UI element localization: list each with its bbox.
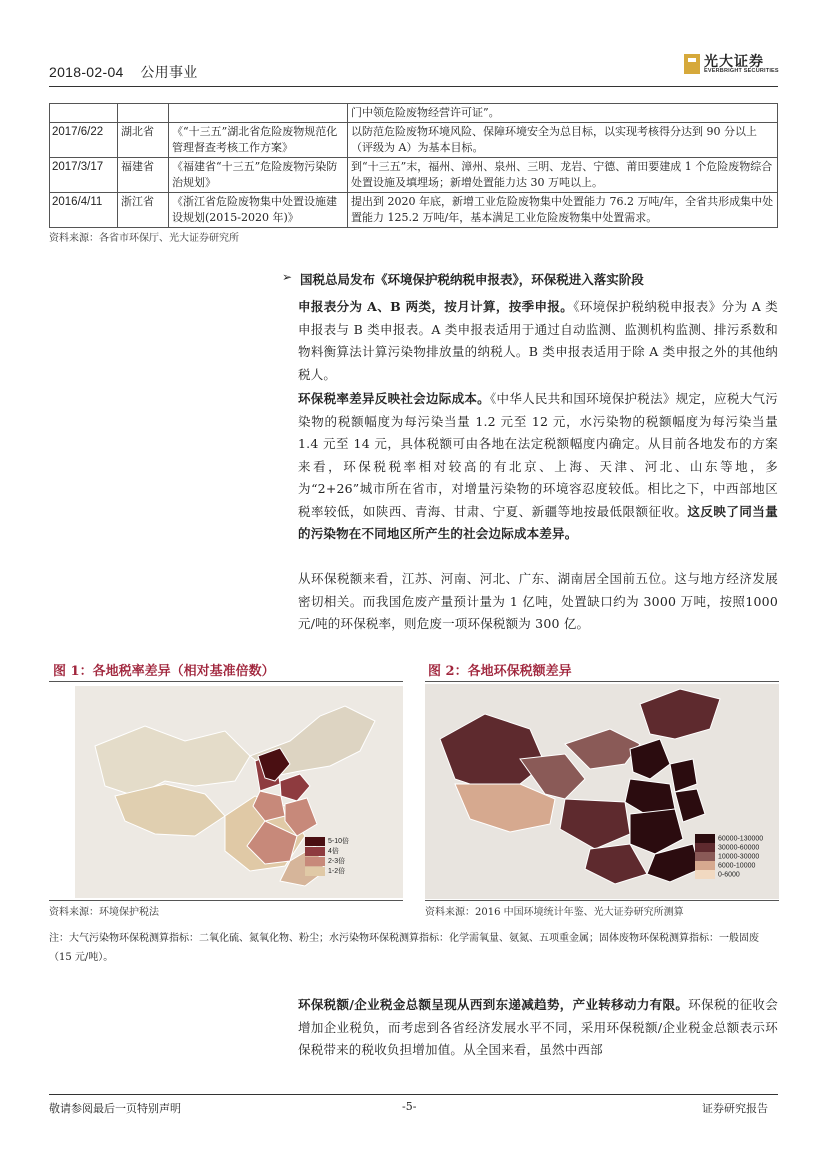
map-region-northeast bbox=[640, 689, 720, 739]
legend-label: 2-3倍 bbox=[328, 858, 346, 865]
table-cell-content: 门中领危险废物经营许可证”。 bbox=[348, 104, 778, 123]
table-cell-date: 2016/4/11 bbox=[50, 193, 118, 228]
paragraph-2-tail: 这反映了同当量的污染物在不同地区所产生的社会边际成本差异。 bbox=[298, 503, 778, 541]
map-region-inner-mongolia bbox=[565, 729, 640, 769]
paragraph-4-body: 环保税的征收会增加企业税负，而考虑到各省经济发展水平不同，采用环保税额/企业税金总额表示环保税带来的税收负担增加值。从全国来看，虽然中西部 bbox=[298, 997, 778, 1057]
paragraph-1 bbox=[298, 296, 778, 386]
report-date-sector: 2018-02-04 公用事业 bbox=[49, 64, 198, 80]
legend-label: 1-2倍 bbox=[328, 868, 346, 875]
page-number: -5- bbox=[402, 1100, 417, 1113]
table-cell-province bbox=[118, 104, 169, 123]
table-cell-province: 湖北省 bbox=[118, 123, 169, 158]
legend-swatch bbox=[305, 867, 325, 876]
legend-swatch bbox=[695, 843, 715, 852]
figure-2-bottom-rule bbox=[425, 900, 779, 901]
map-region-jiangsu bbox=[675, 789, 705, 822]
map-region-shandong bbox=[670, 759, 697, 792]
figure-2-legend bbox=[695, 834, 763, 879]
footer-report-type: 证券研究报告 bbox=[702, 1102, 768, 1115]
table-cell-province: 浙江省 bbox=[118, 193, 169, 228]
map-region-sichuan bbox=[560, 799, 630, 849]
table-cell-doc: 《浙江省危险废物集中处置设施建设规划(2015-2020 年)》 bbox=[169, 193, 348, 228]
table-row bbox=[50, 104, 778, 123]
table-row bbox=[50, 193, 778, 228]
table-cell-doc: 《“十三五”湖北省危险废物规范化管理督查考核工作方案》 bbox=[169, 123, 348, 158]
logo-mark-icon bbox=[684, 54, 700, 74]
legend-swatch bbox=[305, 847, 325, 856]
policy-table bbox=[49, 103, 778, 228]
legend-swatch bbox=[305, 857, 325, 866]
map-region-southwest bbox=[585, 844, 647, 884]
legend-swatch bbox=[695, 861, 715, 870]
figure-1-bottom-rule bbox=[49, 900, 403, 901]
figure-1-source: 资料来源：环境保护税法 bbox=[49, 907, 159, 918]
legend-item bbox=[305, 836, 349, 846]
table-row bbox=[50, 158, 778, 193]
paragraph-4 bbox=[298, 994, 778, 1062]
table-cell-doc bbox=[169, 104, 348, 123]
table-source: 资料来源：各省市环保厅、光大证券研究所 bbox=[49, 233, 239, 244]
legend-swatch bbox=[305, 837, 325, 846]
bullet-arrow-icon: ➢ bbox=[282, 270, 293, 284]
paragraph-2 bbox=[298, 388, 778, 546]
legend-label: 5-10倍 bbox=[328, 838, 350, 845]
map-region-henan bbox=[625, 779, 675, 814]
logo-cn-text: 光大证券 bbox=[704, 54, 764, 70]
figure-1-title: 图 1：各地税率差异（相对基准倍数） bbox=[53, 664, 275, 679]
figure-1-rule bbox=[49, 681, 403, 682]
legend-item bbox=[695, 843, 763, 852]
logo-en-text: EVERBRIGHT SECURITIES bbox=[704, 68, 779, 74]
legend-label: 4倍 bbox=[328, 848, 339, 855]
footer-divider bbox=[49, 1094, 778, 1095]
legend-swatch bbox=[695, 870, 715, 879]
figure-note: 注：大气污染物环保税测算指标：二氧化硫、氮氧化物、粉尘；水污染物环保税测算指标：化学需氧量、氨氮、五项重金属；固体废物环保税测算指标：一般固废（15 元/吨）。 bbox=[49, 933, 759, 963]
paragraph-4-lead: 环保税额/企业税金总额呈现从西到东递减趋势，产业转移动力有限。 bbox=[298, 997, 689, 1012]
paragraph-2-lead: 环保税率差异反映社会边际成本。 bbox=[298, 391, 490, 406]
legend-label: 10000-30000 bbox=[718, 853, 760, 861]
legend-label: 60000-130000 bbox=[718, 835, 764, 843]
map-region-tibet bbox=[115, 784, 225, 836]
figure-1-legend bbox=[305, 836, 349, 876]
legend-label: 6000-10000 bbox=[718, 862, 756, 870]
legend-item bbox=[305, 866, 349, 876]
legend-label: 30000-60000 bbox=[718, 844, 760, 852]
paragraph-2-body: 《中华人民共和国环境保护税法》规定，应税大气污染物的税额幅度为每污染当量 1.2 元至 12 元，水污染物的税额幅度为每污染当量 1.4 元至 14 元，具体税额可由各地在法定税额幅度内确定。从目前各地发布的方案来看，环保税税率相对较高的有北京、上海、天津、河北、山东等地，多为“2+26”城市所在省市，对增量污染物的环境容忍度较低。相比之下，中西部地区税率较低，如陕西、青海、甘肃、宁夏、新疆等地按最低限额征收。 bbox=[298, 391, 778, 519]
figure-2-map bbox=[425, 684, 779, 899]
legend-swatch bbox=[695, 834, 715, 843]
header-divider bbox=[49, 86, 778, 87]
legend-item bbox=[305, 856, 349, 866]
table-row bbox=[50, 123, 778, 158]
legend-item bbox=[695, 861, 763, 870]
company-logo bbox=[684, 51, 780, 77]
paragraph-1-body: 《环境保护税纳税申报表》分为 A 类申报表与 B 类申报表。A 类申报表适用于通过自动监测、监测机构监测、排污系数和物料衡算法计算污染物排放量的纳税人。B 类申报表适用于除 A 类申报之外的其他纳税人。 bbox=[298, 299, 778, 382]
figure-2-source: 资料来源：2016 中国环境统计年鉴、光大证券研究所测算 bbox=[425, 907, 684, 918]
figure-1-map bbox=[75, 686, 403, 898]
table-cell-content: 到“十三五”末，福州、漳州、泉州、三明、龙岩、宁德、莆田要建成 1 个危险废物综合处置设施及填埋场；新增处置能力达 30 万吨以上。 bbox=[348, 158, 778, 193]
figure-2-title: 图 2：各地环保税额差异 bbox=[428, 664, 572, 679]
table-cell-doc: 《福建省“十三五”危险废物污染防治规划》 bbox=[169, 158, 348, 193]
legend-item bbox=[305, 846, 349, 856]
map-region-tibet bbox=[455, 784, 555, 832]
legend-item bbox=[695, 870, 763, 879]
legend-swatch bbox=[695, 852, 715, 861]
footer-disclaimer: 敬请参阅最后一页特别声明 bbox=[49, 1102, 181, 1115]
paragraph-1-lead: 申报表分为 A、B 两类，按月计算，按季申报。 bbox=[298, 299, 574, 314]
legend-item bbox=[695, 834, 763, 843]
table-cell-province: 福建省 bbox=[118, 158, 169, 193]
table-cell-content: 以防范危险废物环境风险、保障环境安全为总目标，以实现考核得分达到 90 分以上（评级为 A）为基本目标。 bbox=[348, 123, 778, 158]
section-heading: 国税总局发布《环境保护税纳税申报表》，环保税进入落实阶段 bbox=[300, 272, 644, 287]
map-region-xinjiang bbox=[440, 714, 545, 789]
figure-2-rule bbox=[425, 681, 779, 682]
paragraph-3: 从环保税额来看，江苏、河南、河北、广东、湖南居全国前五位。这与地方经济发展密切相关。而我国危废产量预计量为 1 亿吨，处置缺口约为 3000 万吨，按照1000 元/吨的环保税率，则危废一项环保税额为 300 亿。 bbox=[298, 571, 778, 631]
table-cell-date bbox=[50, 104, 118, 123]
legend-label: 0-6000 bbox=[718, 871, 740, 879]
map-region-shandong bbox=[280, 774, 310, 801]
china-tax-rate-map bbox=[75, 686, 403, 898]
table-cell-date: 2017/3/17 bbox=[50, 158, 118, 193]
map-region-hunan bbox=[630, 809, 683, 854]
table-cell-content: 提出到 2020 年底，新增工业危险废物集中处置能力 76.2 万吨/年，全省共形成集中处置能力 125.2 万吨/年，基本满足工业危险废物集中处置需求。 bbox=[348, 193, 778, 228]
legend-item bbox=[695, 852, 763, 861]
table-cell-date: 2017/6/22 bbox=[50, 123, 118, 158]
